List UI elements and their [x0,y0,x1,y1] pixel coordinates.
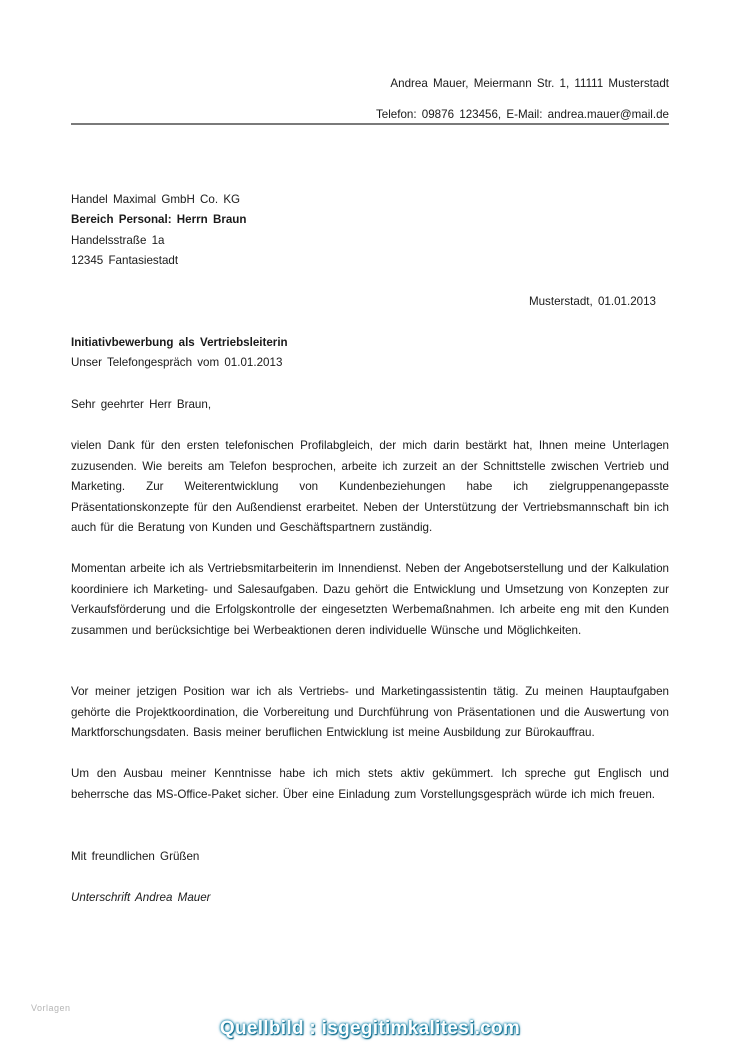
body-paragraph-4: Um den Ausbau meiner Kenntnisse habe ich mich stets aktiv gekümmert. Ich spreche gut Englisch und beherrsche das MS-Office-Paket sicher. Über eine Einladung zum Vorstellungsgespräch würde ich mich freuen. [71,767,669,801]
salutation: Sehr geehrter Herr Braun, [71,398,212,411]
recipient-city: 12345 Fantasiestadt [71,254,179,267]
body-paragraph-1: vielen Dank für den ersten telefonischen Profilabgleich, der mich darin bestärkt hat, Ihnen meine Unterlagen zuzusenden. Wie bereits am Telefon besprochen, arbeite ich zurzeit an der Schnittstelle zwischen Vertrieb und Marketing. Zur Weiterentwicklung von Kundenbeziehungen habe ich zielgruppenangepasste Präsentationskonzepte für den Außendienst erarbeitet. Neben der Unterstützung der Vertriebsmannschaft bin ich auch für die Beratung von Kunden und Geschäftspartnern zuständig. [71,439,669,535]
closing: Mit freundlichen Grüßen [71,850,200,863]
recipient-street: Handelsstraße 1a [71,234,165,247]
subject-line: Initiativbewerbung als Vertriebsleiterin [71,336,288,349]
body-paragraph-3: Vor meiner jetzigen Position war ich als Vertriebs- und Marketingassistentin tätig. Zu meinen Hauptaufgaben gehörte die Projektkoordination, die Vorbereitung und Durchführung von Präsentationen und die Auswertung von Marktforschungsdaten. Basis meiner beruflichen Entwicklung ist meine Ausbildung zur Bürokauffrau. [71,685,669,740]
body-paragraph-2: Momentan arbeite ich als Vertriebsmitarbeiterin im Innendienst. Neben der Angebotserstellung und der Kalkulation koordiniere ich Marketing- und Salesaufgaben. Dazu gehört die Entwicklung und Umsetzung von Konzepten zur Verkaufsförderung und die Erfolgskontrolle der eingesetzten Werbemaßnahmen. Ich arbeite eng mit den Kunden zusammen und berücksichtige bei Werbeaktionen deren individuelle Wünsche und Möglichkeiten. [71,562,669,637]
reference-line: Unser Telefongespräch vom 01.01.2013 [71,356,283,369]
watermark-text: Vorlagen [31,1003,71,1013]
header-divider [71,123,669,125]
sender-address: Andrea Mauer, Meiermann Str. 1, 11111 Musterstadt [390,77,669,90]
recipient-department: Bereich Personal: Herrn Braun [71,213,247,226]
signature: Unterschrift Andrea Mauer [71,891,211,904]
source-credit: Quellbild : isgegitimkalitesi.com [219,1018,521,1039]
recipient-company: Handel Maximal GmbH Co. KG [71,193,241,206]
date-line: Musterstadt, 01.01.2013 [528,295,656,308]
sender-contact: Telefon: 09876 123456, E-Mail: andrea.mauer@mail.de [375,108,669,121]
